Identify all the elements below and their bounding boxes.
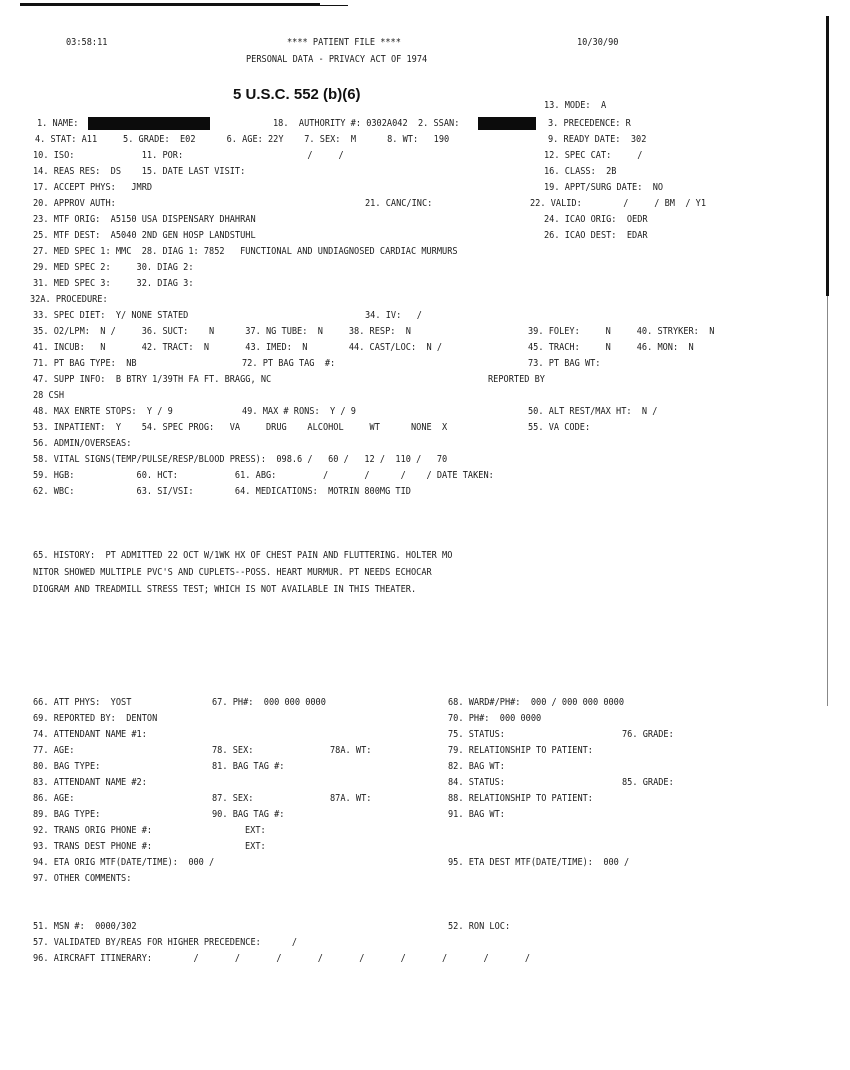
field-sex-78: 78. SEX: [212, 745, 254, 756]
redaction-bar-name [88, 117, 210, 130]
scan-top-rule [20, 3, 320, 6]
field-bag-type-80: 80. BAG TYPE: [33, 761, 101, 772]
field-max-rons: 49. MAX # RONS: Y / 9 [242, 406, 356, 417]
field-approv-auth: 20. APPROV AUTH: [33, 198, 116, 209]
print-time: 03:58:11 [66, 37, 108, 48]
scan-right-edge [826, 16, 829, 296]
field-pt-bag-tag: 72. PT BAG TAG #: [242, 358, 336, 369]
field-attendant-2: 83. ATTENDANT NAME #2: [33, 777, 147, 788]
history-line-1: 65. HISTORY: PT ADMITTED 22 OCT W/1WK HX OF CHEST PAIN AND FLUTTERING. HOLTER MO [33, 550, 453, 561]
field-appt-date: 19. APPT/SURG DATE: NO [544, 182, 664, 193]
scan-top-rule-thin [320, 5, 348, 6]
field-hgb-row: 59. HGB: 60. HCT: 61. ABG: / / / / DATE TAKEN: [33, 470, 494, 481]
field-valid: 22. VALID: / / BM / Y1 [530, 198, 707, 209]
field-admin-overseas: 56. ADMIN/OVERSEAS: [33, 438, 132, 449]
document-title: **** PATIENT FILE **** [287, 37, 401, 48]
field-canc-inc: 21. CANC/INC: [365, 198, 433, 209]
field-eta-dest: 95. ETA DEST MTF(DATE/TIME): 000 / [448, 857, 630, 868]
field-relationship-88: 88. RELATIONSHIP TO PATIENT: [448, 793, 593, 804]
field-supp-info: 47. SUPP INFO: B BTRY 1/39TH FA FT. BRAGG, NC [33, 374, 272, 385]
field-wt-78a: 78A. WT: [330, 745, 372, 756]
field-status-84: 84. STATUS: [448, 777, 505, 788]
field-bag-tag-81: 81. BAG TAG #: [212, 761, 285, 772]
field-bag-wt-91: 91. BAG WT: [448, 809, 505, 820]
field-trans-orig-phone: 92. TRANS ORIG PHONE #: [33, 825, 153, 836]
field-wbc-row: 62. WBC: 63. SI/VSI: 64. MEDICATIONS: MOTRIN 800MG TID [33, 486, 411, 497]
field-reported-by-flag: REPORTED BY [488, 374, 545, 385]
history-line-2: NITOR SHOWED MULTIPLE PVC'S AND CUPLETS--POSS. HEART MURMUR. PT NEEDS ECHOCAR [33, 567, 432, 578]
field-spec-diet: 33. SPEC DIET: Y/ NONE STATED [33, 310, 189, 321]
field-authority: 18. AUTHORITY #: 0302A042 2. SSAN: [273, 118, 460, 129]
foia-exemption-stamp: 5 U.S.C. 552 (b)(6) [233, 86, 361, 103]
field-name: 1. NAME: [37, 118, 79, 129]
field-row-4: 4. STAT: A11 5. GRADE: E02 6. AGE: 22Y 7. SEX: M 8. WT: 190 [35, 134, 450, 145]
field-age-86: 86. AGE: [33, 793, 75, 804]
field-wt-87a: 87A. WT: [330, 793, 372, 804]
field-bag-tag-90: 90. BAG TAG #: [212, 809, 285, 820]
field-vital-signs: 58. VITAL SIGNS(TEMP/PULSE/RESP/BLOOD PRESS): 098.6 / 60 / 12 / 110 / 70 [33, 454, 448, 465]
field-class: 16. CLASS: 2B [544, 166, 617, 177]
field-bag-wt-82: 82. BAG WT: [448, 761, 505, 772]
field-grade-85: 85. GRADE: [622, 777, 674, 788]
field-inpatient: 53. INPATIENT: Y 54. SPEC PROG: VA DRUG ALCOHOL WT NONE X [33, 422, 448, 433]
field-iv: 34. IV: / [365, 310, 422, 321]
field-aircraft-itinerary: 96. AIRCRAFT ITINERARY: / / / / / / / / / [33, 953, 531, 964]
field-precedence: 3. PRECEDENCE: R [548, 118, 631, 129]
field-validated-by: 57. VALIDATED BY/REAS FOR HIGHER PRECEDENCE: / [33, 937, 298, 948]
field-att-phys: 66. ATT PHYS: YOST [33, 697, 132, 708]
field-accept-phys: 17. ACCEPT PHYS: JMRD [33, 182, 153, 193]
field-mode: 13. MODE: A [544, 100, 607, 111]
field-med-spec-3: 31. MED SPEC 3: 32. DIAG 3: [33, 278, 194, 289]
field-trach: 45. TRACH: N 46. MON: N [528, 342, 694, 353]
redaction-bar-ssan [478, 117, 536, 130]
scan-right-edge-thin [827, 296, 828, 706]
field-ward-ph: 68. WARD#/PH#: 000 / 000 000 0000 [448, 697, 625, 708]
field-other-comments: 97. OTHER COMMENTS: [33, 873, 132, 884]
field-row-35: 35. O2/LPM: N / 36. SUCT: N 37. NG TUBE: N 38. RESP: N [33, 326, 411, 337]
field-mtf-orig: 23. MTF ORIG: A5150 USA DISPENSARY DHAHRAN [33, 214, 256, 225]
field-row-10: 10. ISO: 11. POR: / / [33, 150, 344, 161]
field-sex-87: 87. SEX: [212, 793, 254, 804]
field-status-75: 75. STATUS: [448, 729, 505, 740]
field-ready-date: 9. READY DATE: 302 [548, 134, 647, 145]
field-va-code: 55. VA CODE: [528, 422, 591, 433]
field-pt-bag-wt: 73. PT BAG WT: [528, 358, 601, 369]
field-alt-rest: 50. ALT REST/MAX HT: N / [528, 406, 658, 417]
field-icao-dest: 26. ICAO DEST: EDAR [544, 230, 648, 241]
field-max-enrte-stops: 48. MAX ENRTE STOPS: Y / 9 [33, 406, 173, 417]
field-reported-by: 69. REPORTED BY: DENTON [33, 713, 158, 724]
field-attendant-1: 74. ATTENDANT NAME #1: [33, 729, 147, 740]
field-med-spec-2: 29. MED SPEC 2: 30. DIAG 2: [33, 262, 194, 273]
field-eta-orig: 94. ETA ORIG MTF(DATE/TIME): 000 / [33, 857, 215, 868]
history-line-3: DIOGRAM AND TREADMILL STRESS TEST; WHICH IS NOT AVAILABLE IN THIS THEATER. [33, 584, 417, 595]
field-ph-67: 67. PH#: 000 000 0000 [212, 697, 326, 708]
field-ext-dest: EXT: [245, 841, 266, 852]
field-foley: 39. FOLEY: N 40. STRYKER: N [528, 326, 715, 337]
field-spec-cat: 12. SPEC CAT: / [544, 150, 643, 161]
privacy-notice: PERSONAL DATA - PRIVACY ACT OF 1974 [246, 54, 428, 65]
field-med-spec-1: 27. MED SPEC 1: MMC 28. DIAG 1: 7852 FUNCTIONAL AND UNDIAGNOSED CARDIAC MURMURS [33, 246, 458, 257]
field-row-14: 14. REAS RES: DS 15. DATE LAST VISIT: [33, 166, 246, 177]
field-ph-70: 70. PH#: 000 0000 [448, 713, 542, 724]
field-mtf-dest: 25. MTF DEST: A5040 2ND GEN HOSP LANDSTUHL [33, 230, 256, 241]
field-trans-dest-phone: 93. TRANS DEST PHONE #: [33, 841, 153, 852]
field-pt-bag-type: 71. PT BAG TYPE: NB [33, 358, 137, 369]
field-grade-76: 76. GRADE: [622, 729, 674, 740]
field-ext-orig: EXT: [245, 825, 266, 836]
field-supp-info-cont: 28 CSH [33, 390, 65, 401]
field-relationship-79: 79. RELATIONSHIP TO PATIENT: [448, 745, 593, 756]
field-bag-type-89: 89. BAG TYPE: [33, 809, 101, 820]
field-row-41: 41. INCUB: N 42. TRACT: N 43. IMED: N 44. CAST/LOC: N / [33, 342, 443, 353]
field-age-77: 77. AGE: [33, 745, 75, 756]
field-procedure: 32A. PROCEDURE: [30, 294, 108, 305]
field-icao-orig: 24. ICAO ORIG: OEDR [544, 214, 648, 225]
field-msn: 51. MSN #: 0000/302 [33, 921, 137, 932]
field-ron-loc: 52. RON LOC: [448, 921, 511, 932]
print-date: 10/30/90 [577, 37, 619, 48]
